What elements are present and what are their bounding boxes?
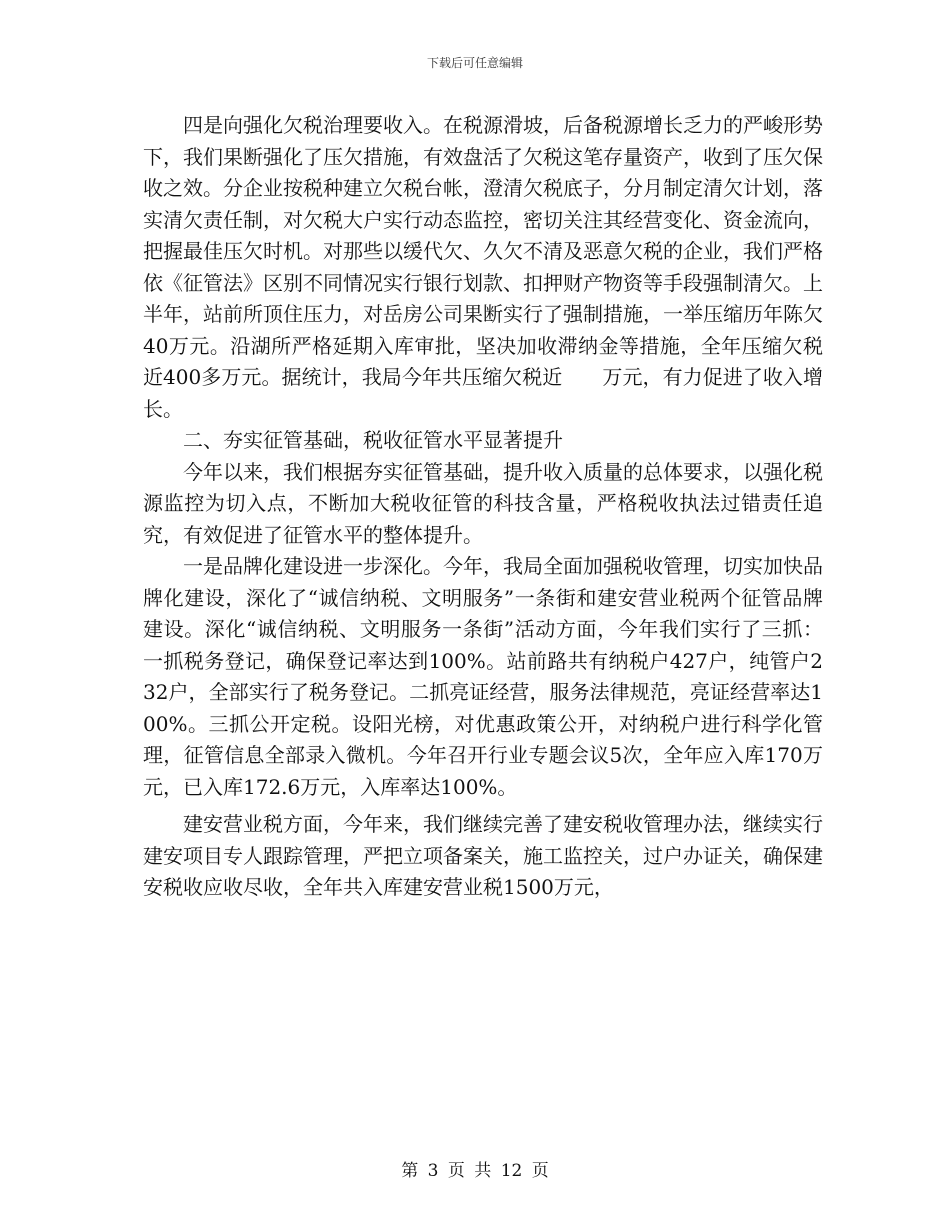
document-body	[143, 110, 823, 904]
paragraph-construction-business-tax: 建安营业税方面，今年来，我们继续完善了建安税收管理办法，继续实行建安项目专人跟踪管理，严把立项备案关，施工监控关，过户办证关，确保建安税收应收尽收，全年共入库建安营业税1500万元，	[143, 812, 823, 899]
paragraph-section-intro: 今年以来，我们根据夯实征管基础，提升收入质量的总体要求，以强化税源监控为切入点，不断加大税收征管的科技含量，严格税收执法过错责任追究，有效促进了征管水平的整体提升。	[143, 459, 823, 547]
page-header: 下载后可任意编辑	[426, 56, 523, 70]
paragraph-brand-building: 一是品牌化建设进一步深化。今年，我局全面加强税收管理，切实加快品牌化建设，深化了“诚信纳税、文明服务”一条街和建安营业税两个征管品牌建设。深化“诚信纳税、文明服务一条街”活动方面，今年我们实行了三抓：一抓税务登记，确保登记率达到100%。站前路共有纳税户427户，纯管户232户，全部实行了税务登记。二抓亮证经营，服务法律规范，亮证经营率达100%。三抓公开定税。设阳光榜，对优惠政策公开，对纳税户进行科学化管理，征管信息全部录入微机。今年召开行业专题会议5次，全年应入库170万元，已入库172.6万元，入库率达100%。	[143, 554, 823, 799]
paragraph-arrears-governance: 四是向强化欠税治理要收入。在税源滑坡，后备税源增长乏力的严峻形势下，我们果断强化了压欠措施，有效盘活了欠税这笔存量资产，收到了压欠保收之效。分企业按税种建立欠税台帐，澄清欠税底子，分月制定清欠计划，落实清欠责任制，对欠税大户实行动态监控，密切关注其经营变化、资金流向，把握最佳压欠时机。对那些以缓代欠、久欠不清及恶意欠税的企业，我们严格依《征管法》区别不同情况实行银行划款、扣押财产物资等手段强制清欠。上半年，站前所顶住压力，对岳房公司果断实行了强制措施，一举压缩历年陈欠40万元。沿湖所严格延期入库审批，坚决加收滞纳金等措施，全年压缩欠税近400多万元。据统计，我局今年共压缩欠税近 万元，有力促进了收入增长。	[143, 113, 823, 421]
section-heading-collection-management: 二、夯实征管基础，税收征管水平显著提升	[183, 428, 563, 452]
page-number: 第 3 页 共 12 页	[401, 1161, 549, 1181]
